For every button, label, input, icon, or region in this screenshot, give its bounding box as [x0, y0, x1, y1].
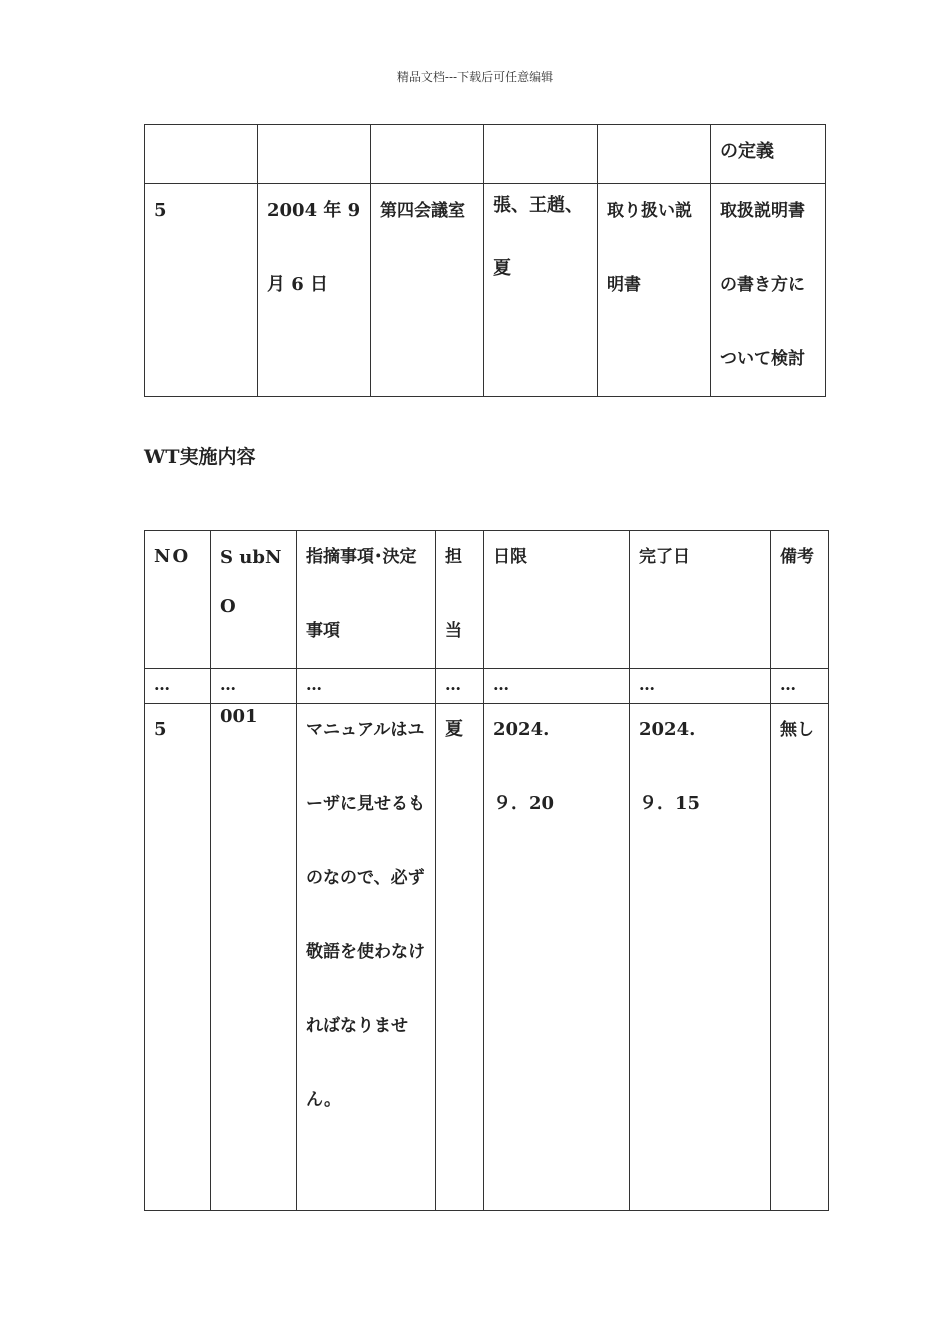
table-cell: …: [297, 669, 436, 704]
row-person: 夏: [445, 719, 463, 740]
table-cell: [258, 125, 371, 184]
row-item: マニュアルはユーザに見せるものなので、必ず敬語を使わなければなりません。: [306, 720, 425, 1110]
table-cell: …: [436, 669, 484, 704]
meeting-content: 取扱説明書の書き方について検討: [720, 201, 805, 369]
table-header-row: [145, 531, 829, 669]
header-item: 指摘事項･決定事項: [306, 547, 417, 641]
table-cell: [145, 184, 258, 397]
table-row: [145, 704, 829, 1211]
meeting-members: 張、王趙、夏: [493, 195, 583, 279]
page-header: 精品文档---下载后可任意编辑: [396, 70, 554, 84]
meeting-topic: 取り扱い説明書: [607, 201, 692, 295]
table-cell: …: [484, 669, 630, 704]
header-cell: [771, 531, 829, 669]
header-cell: [211, 531, 297, 669]
meeting-table: [144, 124, 826, 397]
table-cell: [484, 704, 630, 1211]
table-cell: [297, 704, 436, 1211]
table-cell: …: [771, 669, 829, 704]
table-row: [145, 125, 826, 184]
header-deadline: 日限: [493, 547, 527, 567]
table-cell: …: [211, 669, 297, 704]
header-cell: [145, 531, 211, 669]
table-row: [145, 184, 826, 397]
header-person: 担当: [445, 547, 462, 641]
header-cell: [484, 531, 630, 669]
table-cell: [145, 704, 211, 1211]
row-no: 5: [154, 719, 167, 740]
table-cell: [258, 184, 371, 397]
table-cell: …: [630, 669, 771, 704]
header-note: 備考: [780, 547, 814, 567]
table-cell: [630, 704, 771, 1211]
row-sub-no: 001: [220, 706, 258, 727]
table-cell: …: [145, 669, 211, 704]
table-cell: [598, 125, 711, 184]
table-row: [145, 669, 829, 704]
meeting-place: 第四会議室: [380, 201, 465, 221]
table-cell: の定義: [711, 125, 826, 184]
header-cell: [630, 531, 771, 669]
row-done: 2024. ９．15: [639, 719, 701, 814]
table-cell: [598, 184, 711, 397]
header-no: NO: [154, 546, 191, 567]
header-cell: [297, 531, 436, 669]
table-cell: [484, 125, 598, 184]
header-done: 完了日: [639, 547, 690, 567]
header-cell: [436, 531, 484, 669]
row-deadline: 2024. ９．20: [493, 719, 555, 814]
header-sub-no: S ubNO: [220, 547, 282, 617]
meeting-no: 5: [154, 200, 167, 221]
table-cell: [371, 184, 484, 397]
table-cell: [711, 184, 826, 397]
row-note: 無し: [780, 720, 814, 740]
table-cell: [771, 704, 829, 1211]
meeting-date: 2004 年 9 月 6 日: [267, 200, 361, 295]
section-title: WT実施内容: [144, 446, 256, 468]
table-cell: [436, 704, 484, 1211]
wt-table: [144, 530, 829, 1211]
table-cell: [371, 125, 484, 184]
table-cell: [484, 184, 598, 397]
table-cell: [145, 125, 258, 184]
table-cell: [211, 704, 297, 1211]
